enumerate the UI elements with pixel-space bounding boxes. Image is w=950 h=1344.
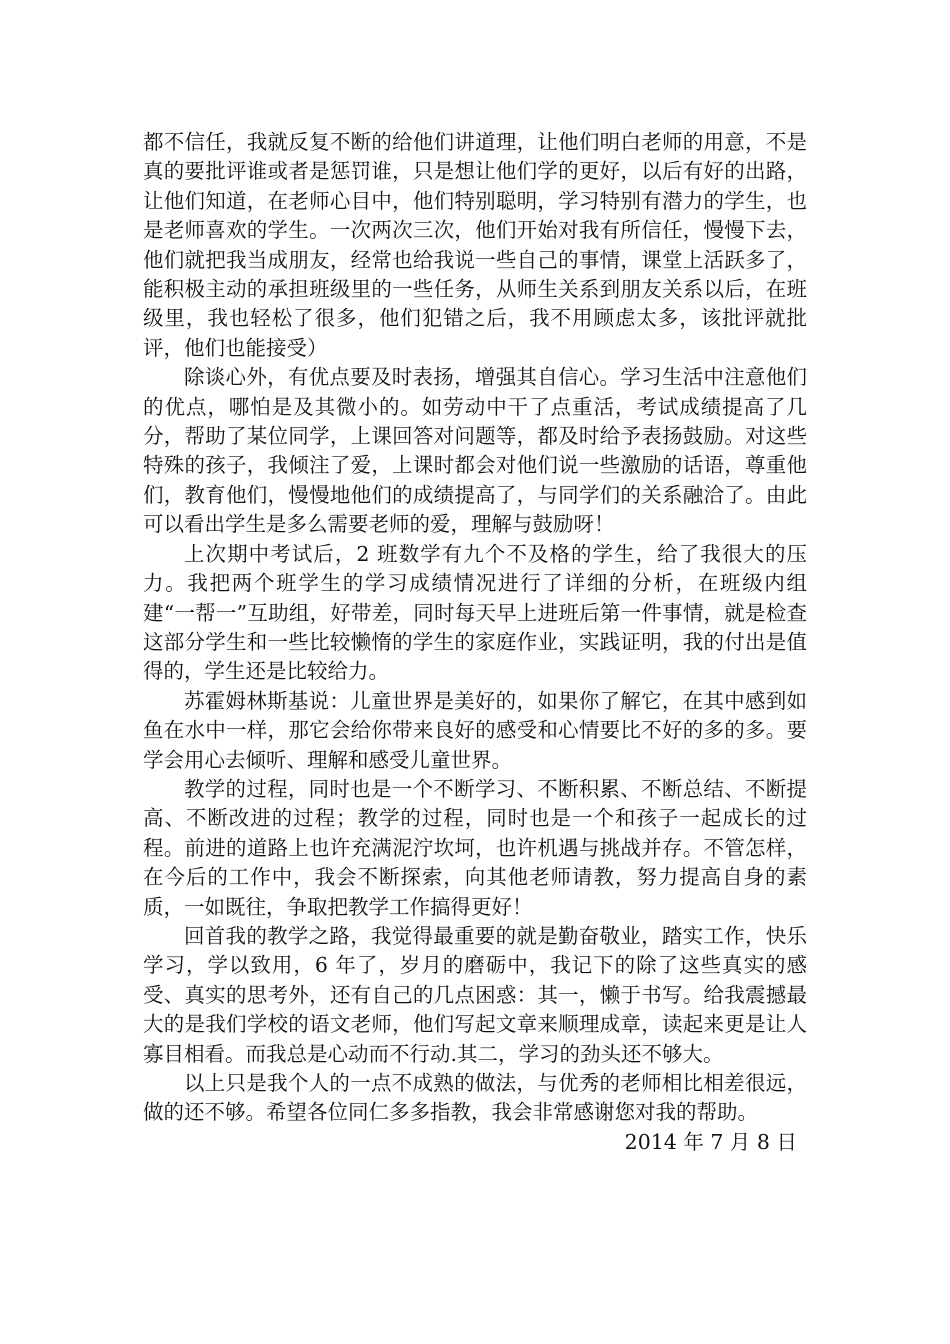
paragraph-reflection: 回首我的教学之路，我觉得最重要的就是勤奋敬业，踏实工作，快乐学习，学以致用，6 年了，岁月的磨砺中，我记下的除了这些真实的感受、真实的思考外，还有自己的几点困惑：其一，懒于书写。给我震撼最大的是我们学校的语文老师，他们写起文章来顺理成章，读起来更是让人寡目相看。而我总是心动而不行动.其二，学习的劲头还不够大。 [143, 923, 807, 1066]
paragraph-continued: 都不信任，我就反复不断的给他们讲道理，让他们明白老师的用意，不是真的要批评谁或者是惩罚谁，只是想让他们学的更好，以后有好的出路，让他们知道，在老师心目中，他们特别聪明，学习特别有潜力的学生，也是老师喜欢的学生。一次两次三次，他们开始对我有所信任，慢慢下去，他们就把我当成朋友，经常也给我说一些自己的事情，课堂上活跃多了，能积极主动的承担班级里的一些任务，从师生关系到朋友关系以后，在班级里，我也轻松了很多，他们犯错之后，我不用顾虑太多，该批评就批评，他们也能接受） [143, 130, 807, 360]
document-date: 2014 年 7 月 8 日 [624, 1129, 797, 1154]
paragraph-praise: 除谈心外，有优点要及时表扬，增强其自信心。学习生活中注意他们的优点，哪怕是及其微小的。如劳动中干了点重活，考试成绩提高了几分，帮助了某位同学，上课回答对问题等，都及时给予表扬鼓励。对这些特殊的孩子，我倾注了爱，上课时都会对他们说一些激励的话语，尊重他们，教育他们，慢慢地他们的成绩提高了，与同学们的关系融洽了。由此可以看出学生是多么需要老师的爱，理解与鼓励呀！ [143, 365, 807, 537]
paragraph-midterm: 上次期中考试后，2 班数学有九个不及格的学生，给了我很大的压力。我把两个班学生的学习成绩情况进行了详细的分析，在班级内组建“一帮一”互助组，好带差，同时每天早上进班后第一件事情，就是检查这部分学生和一些比较懒惰的学生的家庭作业，实践证明，我的付出是值得的，学生还是比较给力。 [143, 541, 807, 684]
paragraph-closing: 以上只是我个人的一点不成熟的做法，与优秀的老师相比相差很远，做的还不够。希望各位同仁多多指教，我会非常感谢您对我的帮助。 [143, 1071, 807, 1125]
document-page [143, 128, 807, 1157]
paragraph-teaching-process: 教学的过程，同时也是一个不断学习、不断积累、不断总结、不断提高、不断改进的过程；教学的过程，同时也是一个和孩子一起成长的过程。前进的道路上也许充满泥泞坎坷，也许机遇与挑战并存。不管怎样，在今后的工作中，我会不断探索，向其他老师请教，努力提高自身的素质，一如既往，争取把教学工作搞得更好！ [143, 776, 807, 919]
paragraph-quote: 苏霍姆林斯基说：儿童世界是美好的，如果你了解它，在其中感到如鱼在水中一样，那它会给你带来良好的感受和心情要比不好的多的多。要学会用心去倾听、理解和感受儿童世界。 [143, 688, 807, 772]
